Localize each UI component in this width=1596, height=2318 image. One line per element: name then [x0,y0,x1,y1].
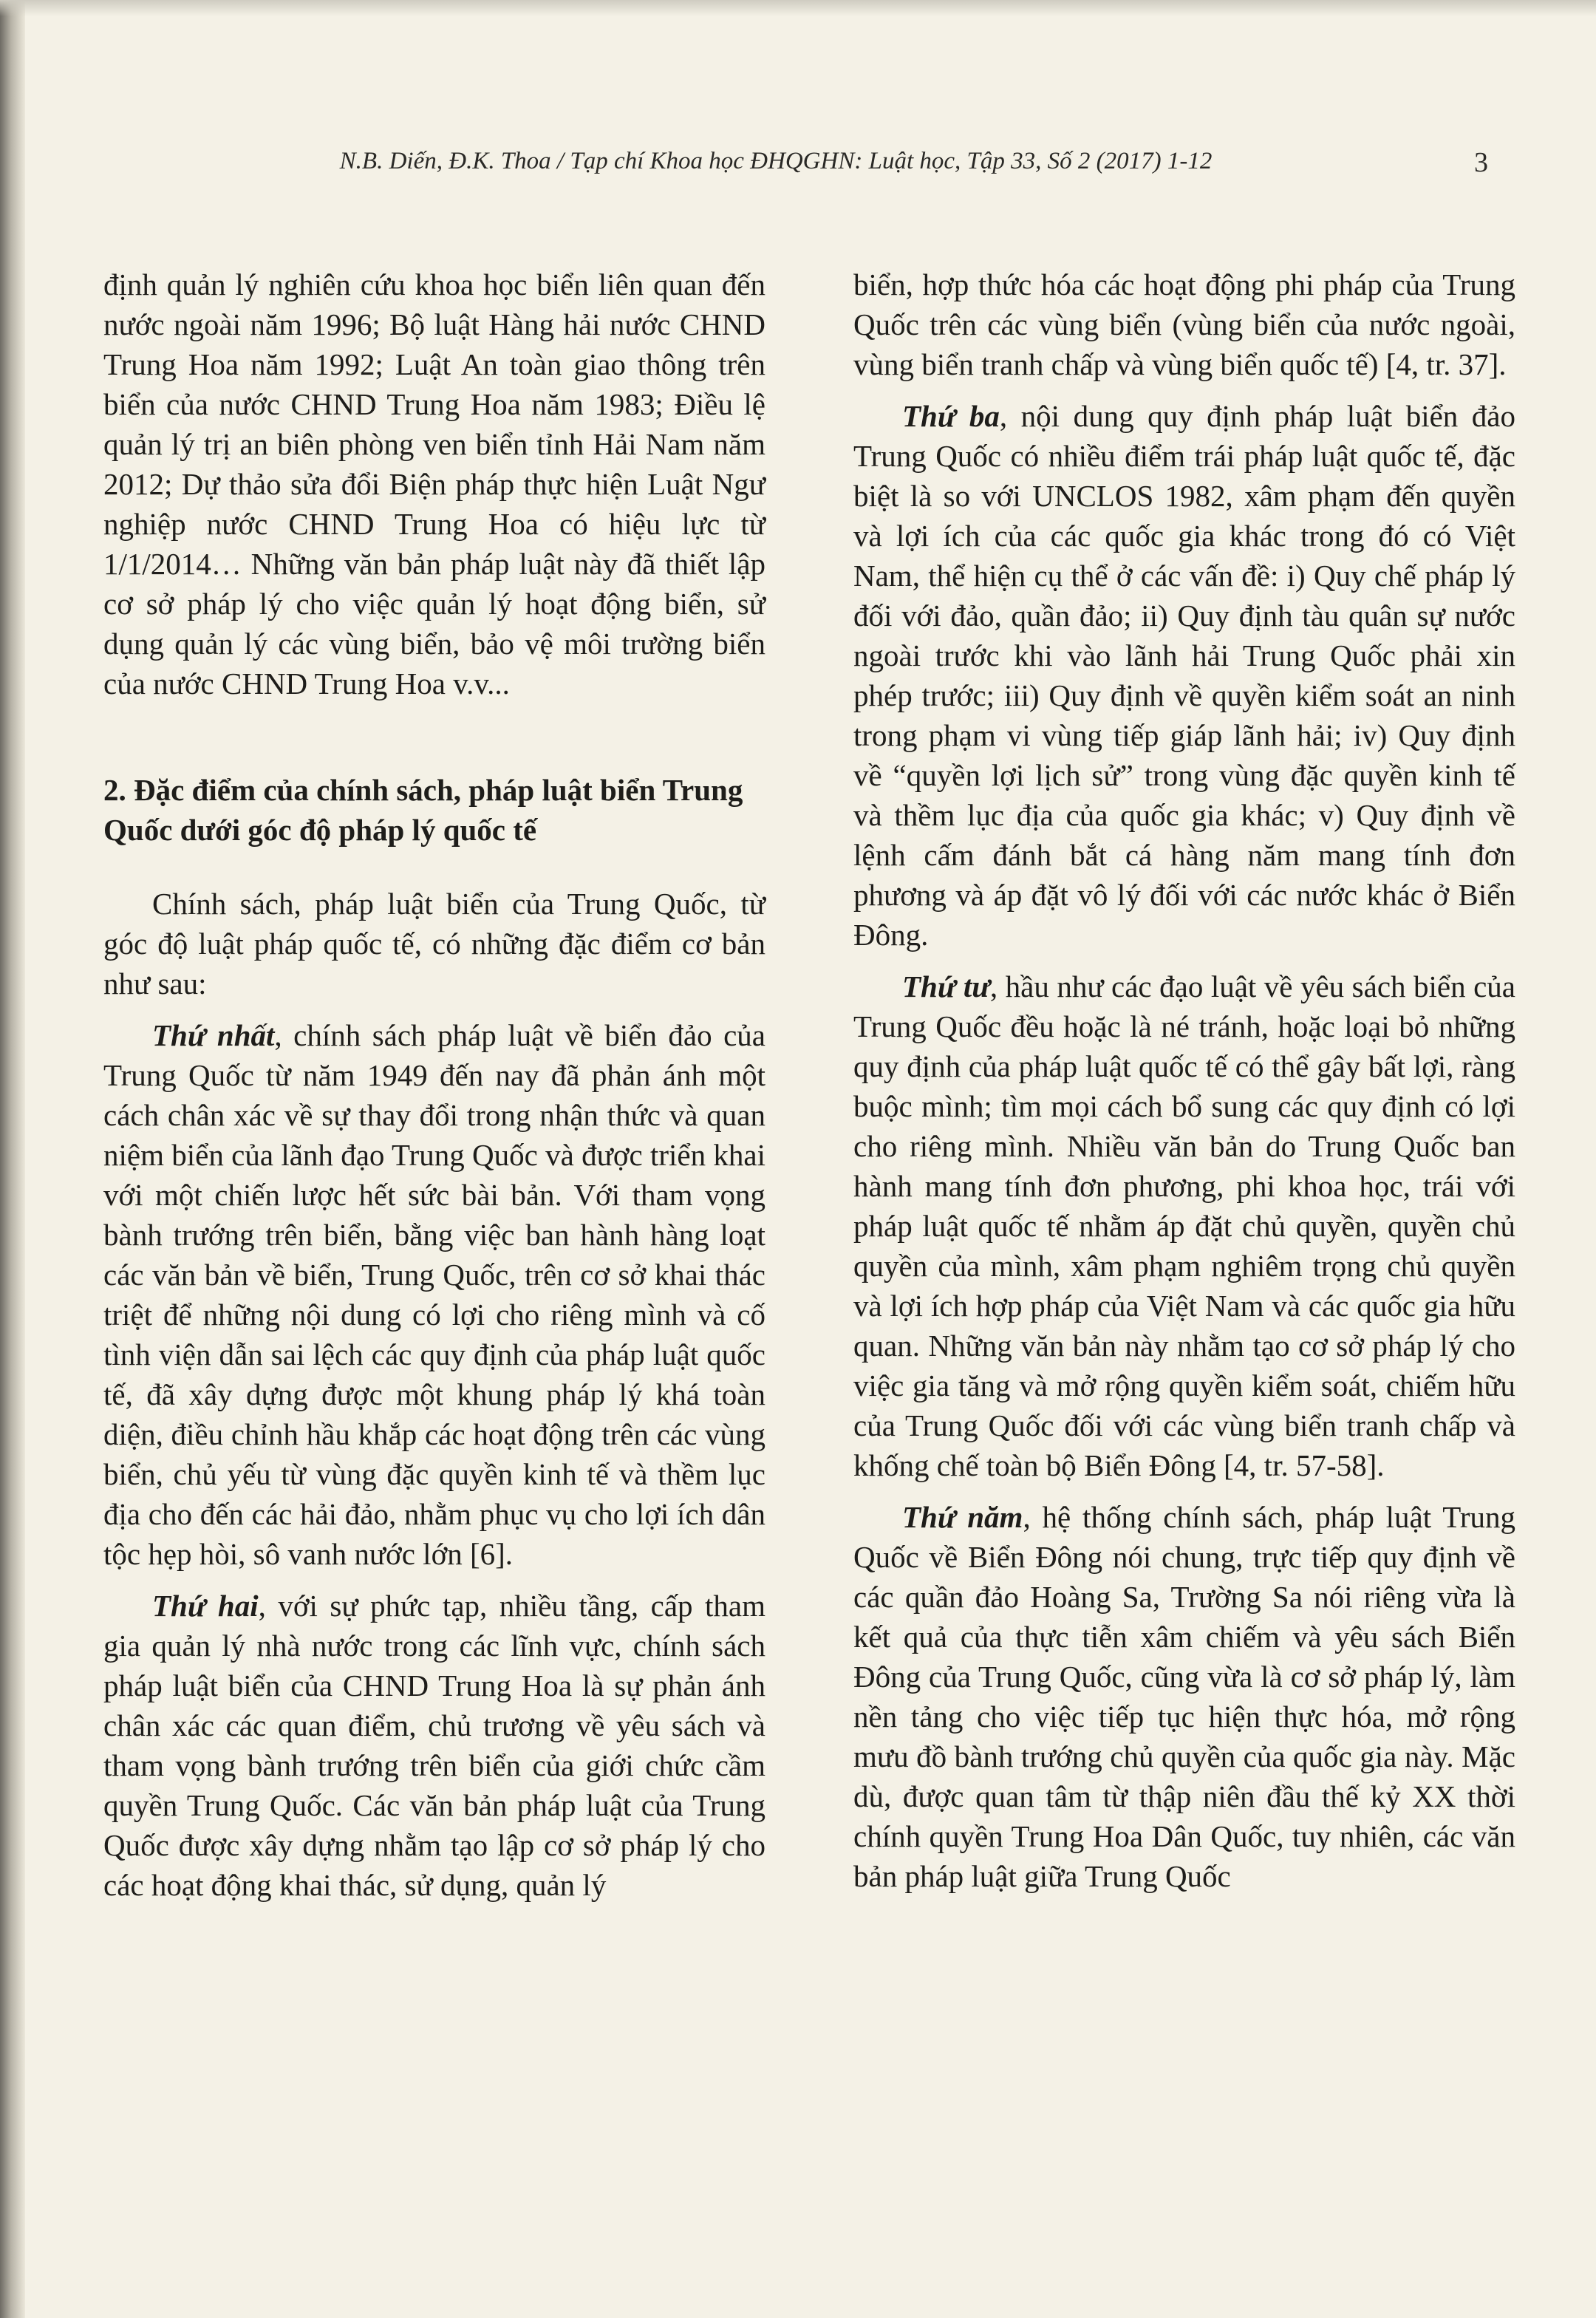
lead-term-thu-ba: Thứ ba [902,399,1000,433]
lead-term-thu-tu: Thứ tư [902,969,990,1003]
left-column [103,265,765,1905]
lead-term-thu-nam: Thứ năm [902,1500,1023,1534]
section-heading: 2. Đặc điểm của chính sách, pháp luật biển Trung Quốc dưới góc độ pháp lý quốc tế [103,773,743,847]
page-top-shadow [0,0,1596,16]
paragraph-body: , nội dung quy định pháp luật biển đảo Trung Quốc có nhiều điểm trái pháp luật quốc tế, đặc biệt là so với UNCLOS 1982, xâm phạm đến quyền và lợi ích của các quốc gia khác trong đó có Việt Nam, thể hiện cụ thể ở các vấn đề: i) Quy chế pháp lý đối với đảo, quần đảo; ii) Quy định tàu quân sự nước ngoài trước khi vào lãnh hải Trung Quốc phải xin phép trước; iii) Quy định về quyền kiểm soát an ninh trong phạm vi vùng tiếp giáp lãnh hải; iv) Quy định về “quyền lợi lịch sử” trong vùng đặc quyền kinh tế và thềm lục địa của quốc gia khác; v) Quy định về lệnh cấm đánh bắt cá hàng năm mang tính đơn phương và áp đặt vô lý đối với các nước khác ở Biển Đông. [853,399,1515,952]
paragraph-thu-tu [853,967,1515,1485]
lead-term-thu-hai: Thứ hai [152,1589,259,1623]
lead-term-thu-nhat: Thứ nhất [152,1018,275,1052]
running-header: N.B. Diến, Đ.K. Thoa / Tạp chí Khoa học ĐHQGHN: Luật học, Tập 33, Số 2 (2017) 1-12 [339,148,1213,174]
page-binding-edge [0,0,25,2318]
paragraph-intro: Chính sách, pháp luật biển của Trung Quốc, từ góc độ luật pháp quốc tế, có những đặc điểm cơ bản như sau: [103,887,765,1001]
paragraph-body: , hệ thống chính sách, pháp luật Trung Quốc về Biển Đông nói chung, trực tiếp quy định về các quần đảo Hoàng Sa, Trường Sa nói riêng vừa là kết quả của thực tiễn xâm chiếm và yêu sách Biển Đông của Trung Quốc, cũng vừa là cơ sở pháp lý, làm nền tảng cho việc tiếp tục hiện thực hóa, mở rộng mưu đồ bành trướng chủ quyền của quốc gia này. Mặc dù, được quan tâm từ thập niên đầu thế kỷ XX thời chính quyền Trung Hoa Dân Quốc, tuy nhiên, các văn bản pháp luật giữa Trung Quốc [853,1500,1515,1893]
paragraph-thu-ba [853,396,1515,955]
paragraph-continuation: định quản lý nghiên cứu khoa học biển liên quan đến nước ngoài năm 1996; Bộ luật Hàng hải nước CHND Trung Hoa năm 1992; Luật An toàn giao thông trên biển của nước CHND Trung Hoa năm 1983; Điều lệ quản lý trị an biên phòng ven biển tỉnh Hải Nam năm 2012; Dự thảo sửa đổi Biện pháp thực hiện Luật Ngư nghiệp nước CHND Trung Hoa có hiệu lực từ 1/1/2014… Những văn bản pháp luật này đã thiết lập cơ sở pháp lý cho việc quản lý hoạt động biển, sử dụng quản lý các vùng biển, bảo vệ môi trường biển của nước CHND Trung Hoa v.v... [103,267,765,700]
paragraph-continuation: biển, hợp thức hóa các hoạt động phi pháp của Trung Quốc trên các vùng biển (vùng biển của nước ngoài, vùng biển tranh chấp và vùng biển quốc tế) [4, tr. 37]. [853,267,1515,381]
paragraph-body: , hầu như các đạo luật về yêu sách biển của Trung Quốc đều hoặc là né tránh, hoặc loại bỏ những quy định của pháp luật quốc tế có thể gây bất lợi, ràng buộc mình; tìm mọi cách bổ sung các quy định có lợi cho riêng mình. Nhiều văn bản do Trung Quốc ban hành mang tính đơn phương, phi khoa học, trái với pháp luật quốc tế nhằm áp đặt chủ quyền, quyền chủ quyền của mình, xâm phạm nghiêm trọng chủ quyền và lợi ích hợp pháp của Việt Nam và các quốc gia hữu quan. Những văn bản này nhằm tạo cơ sở pháp lý cho việc gia tăng và mở rộng quyền kiểm soát, chiếm hữu của Trung Quốc đối với các vùng biển tranh chấp và khống chế toàn bộ Biển Đông [4, tr. 57-58]. [853,969,1516,1482]
paragraph-body: , với sự phức tạp, nhiều tầng, cấp tham gia quản lý nhà nước trong các lĩnh vực, chính sách pháp luật biển của CHND Trung Hoa là sự phản ánh chân xác các quan điểm, chủ trương về yêu sách và tham vọng bành trướng trên biển của giới chức cầm quyền Trung Quốc. Các văn bản pháp luật của Trung Quốc được xây dựng nhằm tạo lập cơ sở pháp lý cho các hoạt động khai thác, sử dụng, quản lý [103,1589,766,1902]
paragraph-thu-nam [853,1497,1515,1896]
paragraph-thu-hai [103,1586,765,1905]
right-column [853,265,1515,1896]
page-number: 3 [1474,147,1488,178]
paragraph-body: , chính sách pháp luật về biển đảo của Trung Quốc từ năm 1949 đến nay đã phản ánh một cách chân xác về sự thay đổi trong nhận thức và quan niệm biển của lãnh đạo Trung Quốc và được triển khai với một chiến lược hết sức bài bản. Với tham vọng bành trướng trên biển, bằng việc ban hành hàng loạt các văn bản về biển, Trung Quốc, trên cơ sở khai thác triệt để những nội dung có lợi cho riêng mình và cố tình viện dẫn sai lệch các quy định của pháp luật quốc tế, đã xây dựng được một khung pháp lý khá toàn diện, điều chỉnh hầu khắp các hoạt động trên các vùng biển, chủ yếu từ vùng đặc quyền kinh tế và thềm lục địa cho đến các hải đảo, nhằm phục vụ cho lợi ích dân tộc hẹp hòi, sô vanh nước lớn [6]. [103,1018,765,1571]
paragraph-thu-nhat [103,1015,765,1574]
